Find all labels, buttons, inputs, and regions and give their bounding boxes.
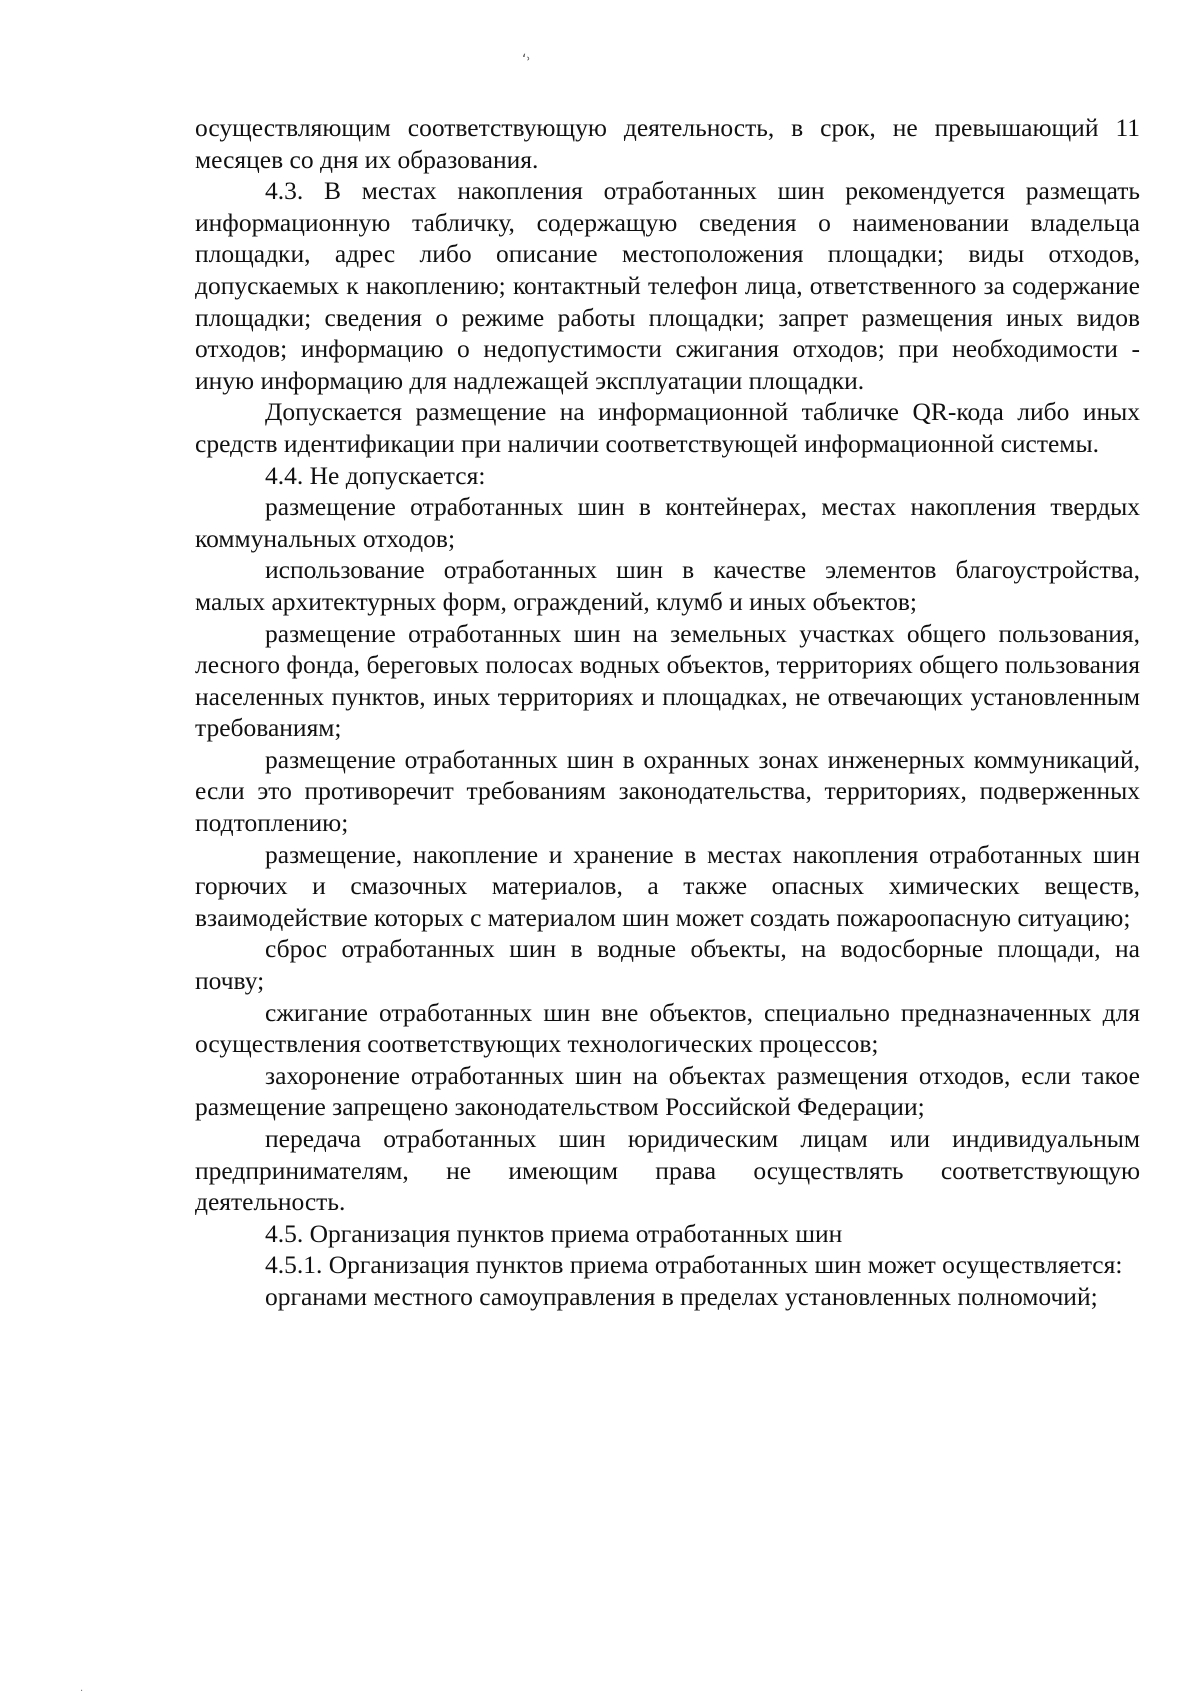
- list-item-landscaping: использование отработанных шин в качестве элементов благоустройства, малых архитектурных форм, ограждений, клумб и иных объектов;: [195, 555, 1140, 616]
- paragraph-4-4-heading: 4.4. Не допускается:: [265, 460, 486, 490]
- list-item-protected-zones: размещение отработанных шин в охранных зонах инженерных коммуникаций, если это противоречит требованиям законодательства, территориях, подверженных подтоплению;: [195, 744, 1140, 838]
- list-item-transfer: передача отработанных шин юридическим лицам или индивидуальным предпринимателям, не имеющим права осуществлять соответствующую деятельность.: [195, 1124, 1140, 1217]
- list-item-local-government: органами местного самоуправления в пределах установленных полномочий;: [265, 1281, 1098, 1311]
- scan-artifact-mark: ʻ˒: [522, 52, 531, 68]
- list-item-burial: захоронение отработанных шин на объектах размещения отходов, если такое размещение запрещено законодательством Российской Федерации;: [195, 1060, 1140, 1122]
- paragraph-qr-code: Допускается размещение на информационной табличке QR-кода либо иных средств идентификации при наличии соответствующей информационной системы.: [195, 397, 1140, 458]
- document-page: [195, 112, 1140, 1313]
- paragraph-4-5-1: 4.5.1. Организация пунктов приема отработанных шин может осуществляется:: [265, 1250, 1123, 1280]
- list-item-burning: сжигание отработанных шин вне объектов, специально предназначенных для осуществления соответствующих технологических процессов;: [195, 997, 1140, 1059]
- paragraph-continuation: осуществляющим соответствующую деятельность, в срок, не превышающий 11 месяцев со дня их образования.: [195, 113, 1140, 174]
- paragraph-4-3: 4.3. В местах накопления отработанных шин рекомендуется размещать информационную табличку, содержащую сведения о наименовании владельца площадки, адрес либо описание местоположения площадки; виды отходов, допускаемых к накоплению; контактный телефон лица, ответственного за содержание площадки; сведения о режиме работы площадки; запрет размещения иных видов отходов; информацию о недопустимости сжигания отходов; при необходимости - иную информацию для надлежащей эксплуатации площадки.: [195, 176, 1140, 395]
- list-item-flammable-materials: размещение, накопление и хранение в местах накопления отработанных шин горючих и смазочных материалов, а также опасных химических веществ, взаимодействие которых с материалом шин может создать пожароопасную ситуацию;: [195, 839, 1140, 932]
- scan-artifact-mark-bottom: ·: [80, 1686, 84, 1697]
- list-item-containers: размещение отработанных шин в контейнерах, местах накопления твердых коммунальных отходов;: [195, 492, 1140, 553]
- paragraph-4-5-heading: 4.5. Организация пунктов приема отработанных шин: [265, 1218, 843, 1248]
- list-item-water-discharge: сброс отработанных шин в водные объекты, на водосборные площади, на почву;: [195, 934, 1140, 996]
- list-item-land-plots: размещение отработанных шин на земельных участках общего пользования, лесного фонда, береговых полосах водных объектов, территориях общего пользования населенных пунктов, иных территориях и площадках, не отвечающих установленным требованиям;: [195, 618, 1140, 743]
